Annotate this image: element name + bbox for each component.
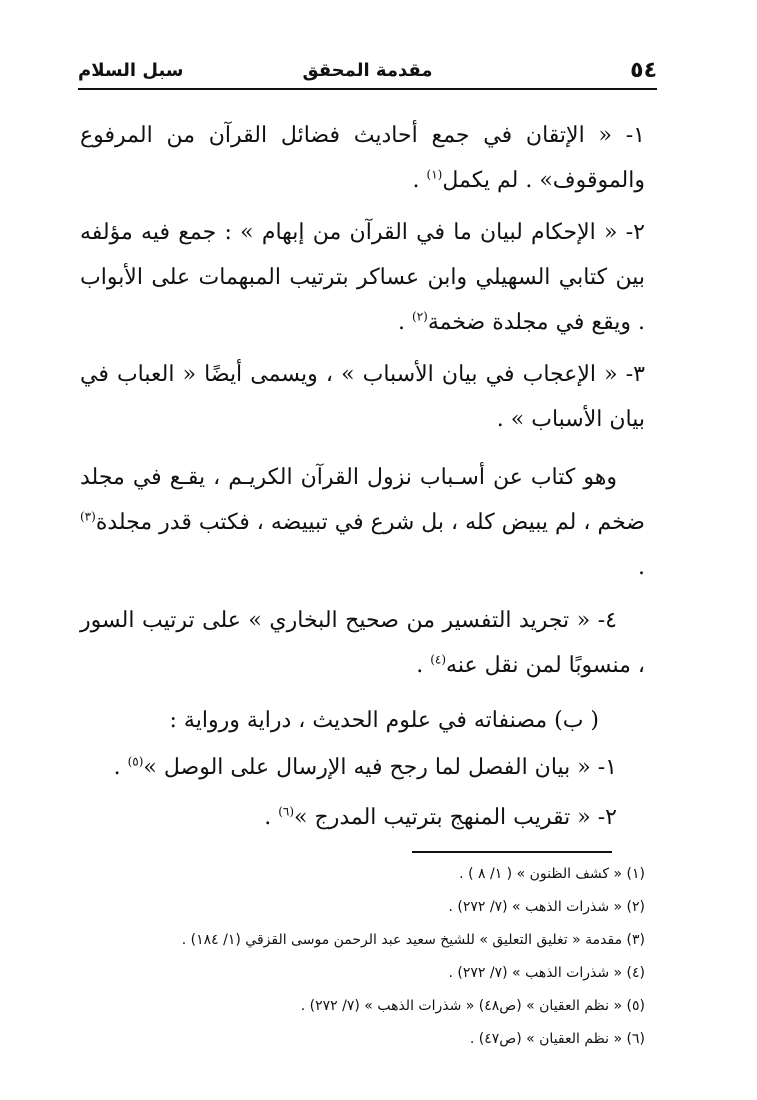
hadith-item-1: ١- « بيان الفصل لما رجح فيه الإرسال على الوصل »$^{(٥)}$ . xyxy=(113,754,617,780)
paragraph-item-3: ٣- « الإعجاب في بيان الأسباب » ، ويسمى أيضًا « العباب في بيان الأسباب » . xyxy=(80,362,645,432)
section-heading: ( ب) مصنفاته في علوم الحديث ، دراية ورواية : xyxy=(169,708,599,733)
book-title: سبل السلام xyxy=(78,60,184,81)
running-header xyxy=(78,56,657,90)
page-number: ٥٤ xyxy=(630,58,657,83)
footnote-item: (١) « كشف الظنون » ( ١/ ٨ ) . xyxy=(459,866,645,882)
chapter-title: مقدمة المحقق xyxy=(302,60,433,81)
footnote-ref: (٤) xyxy=(430,652,447,667)
footnote-separator xyxy=(412,851,612,853)
paragraph-item-2: ٢- « الإحكام لبيان ما في القرآن من إبهام » : جمع فيه مؤلفه بين كتابي السهيلي وابن عساكر بترتيب المبهمات على الأبواب . ويقع في مجلدة ضخمة$^{(٢)}$ . xyxy=(80,220,645,335)
paragraph-commentary: وهو كتاب عن أسـباب نزول القرآن الكريـم ، يقـع في مجلد ضخم ، لم يبيض كله ، بل شرع في تبييضه ، فكتب قدر مجلدة$^{(٣)}$ . xyxy=(79,465,645,580)
footnote-ref: (١) xyxy=(426,167,443,182)
paragraph-item-1: ١- « الإتقان في جمع أحاديث فضائل القرآن من المرفوع والموقوف» . لم يكمل$^{(١)}$ . xyxy=(80,123,645,193)
footnote-item: (٥) « نظم العقيان » (ص٤٨) « شذرات الذهب » (٧/ ٢٧٢) . xyxy=(300,998,645,1014)
footnote-ref: (٢) xyxy=(412,309,428,324)
footnotes-block xyxy=(80,858,645,1056)
footnote-ref: (٣) xyxy=(79,509,96,524)
paragraph-item-4: ٤- « تجريد التفسير من صحيح البخاري » على ترتيب السور ، منسوبًا لمن نقل عنه$^{(٤)}$ . xyxy=(80,608,645,678)
footnote-item: (٢) « شذرات الذهب » (٧/ ٢٧٢) . xyxy=(448,899,645,915)
footnote-ref: (٦) xyxy=(278,804,295,819)
hadith-item-2: ٢- « تقريب المنهج بترتيب المدرج »$^{(٦)}$ . xyxy=(264,804,617,830)
footnote-item: (٣) مقدمة « تغليق التعليق » للشيخ سعيد عبد الرحمن موسى القزقي (١/ ١٨٤) . xyxy=(181,932,645,948)
footnote-item: (٦) « نظم العقيان » (ص٤٧) . xyxy=(469,1031,645,1047)
footnote-ref: (٥) xyxy=(127,754,144,769)
footnote-item: (٤) « شذرات الذهب » (٧/ ٢٧٢) . xyxy=(448,965,645,981)
